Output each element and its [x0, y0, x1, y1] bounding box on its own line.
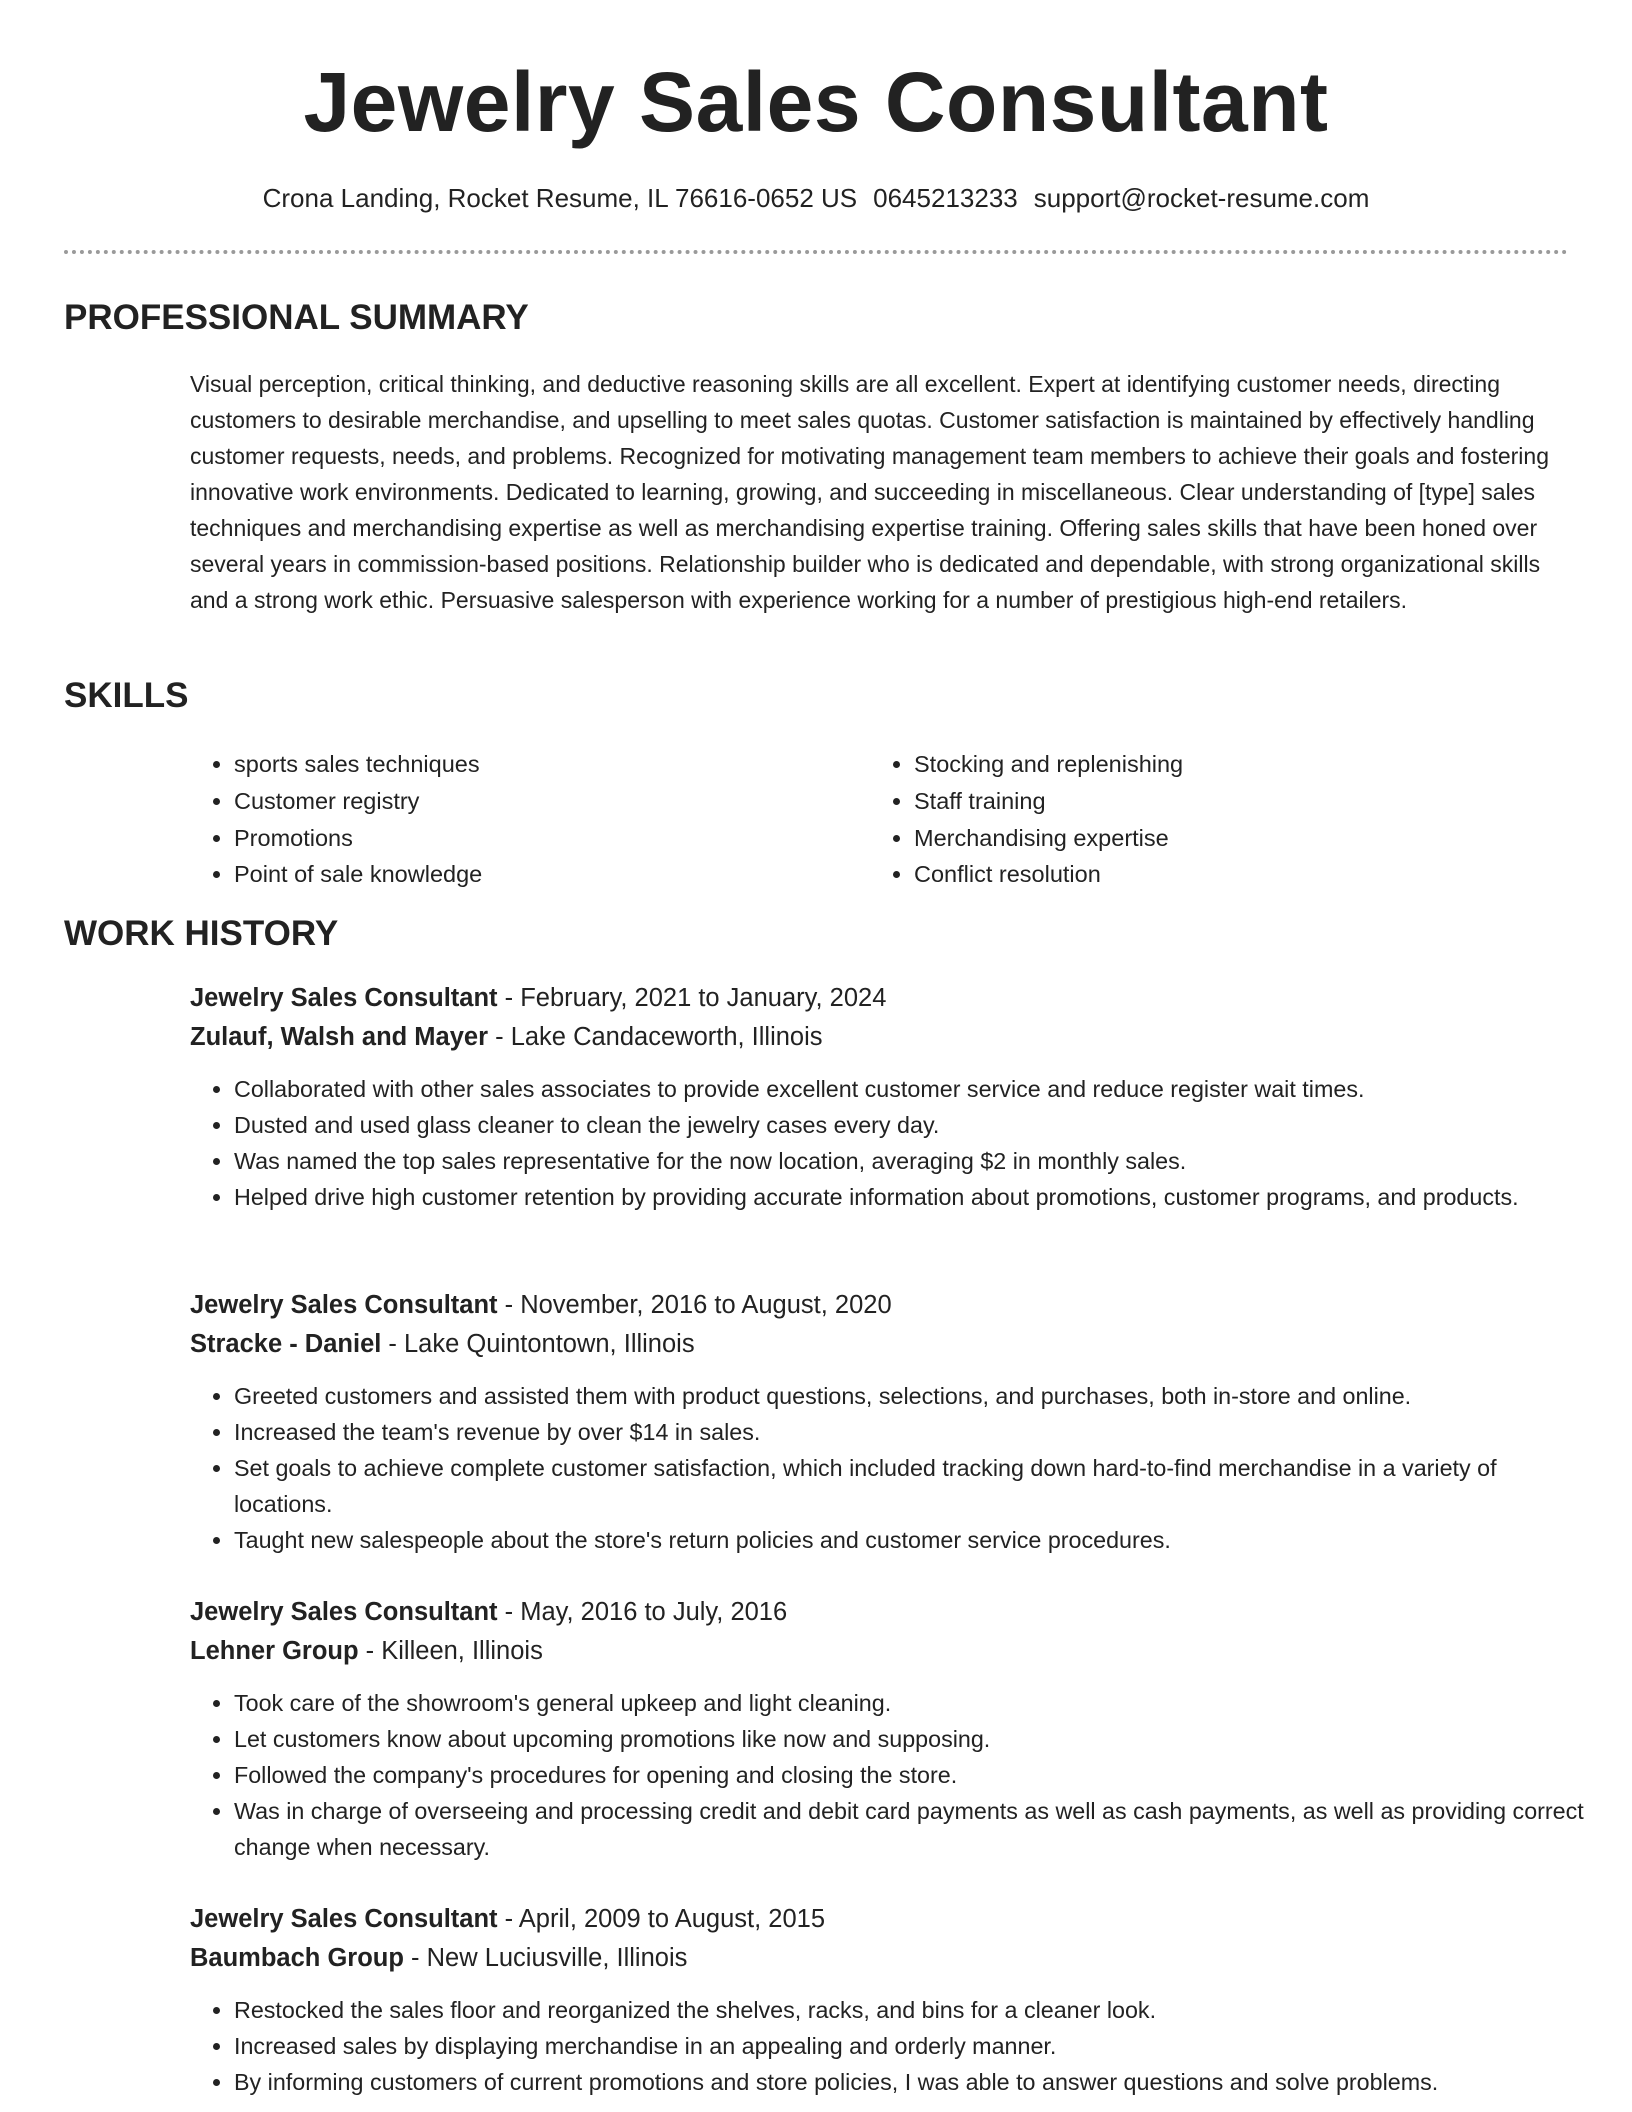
- resume-title: Jewelry Sales Consultant: [303, 55, 1329, 149]
- job-company-line: [190, 1018, 1590, 1057]
- contact-line: [0, 180, 1632, 216]
- job-bullet: • Restocked the sales floor and reorganized the shelves, racks, and bins for a cleaner look.: [234, 1992, 1590, 2028]
- summary-heading: PROFESSIONAL SUMMARY: [64, 298, 529, 337]
- job-dates: - May, 2016 to July, 2016: [497, 1598, 788, 1626]
- job-bullet: • By informing customers of current promotions and store policies, I was able to answer questions and solve problems.: [234, 2064, 1590, 2100]
- skill-item: • Customer registry: [234, 783, 854, 820]
- header-divider: [64, 250, 1568, 254]
- skill-item: • sports sales techniques: [234, 746, 854, 783]
- job-bullet: • Increased the team's revenue by over $14 in sales.: [234, 1414, 1590, 1450]
- job-bullet: • Took care of the showroom's general upkeep and light cleaning.: [234, 1685, 1590, 1721]
- skill-item: • Staff training: [914, 783, 1534, 820]
- job-bullet: • Helped drive high customer retention by providing accurate information about promotions, customer programs, and products.: [234, 1179, 1590, 1215]
- job-bullets: [190, 1685, 1590, 1865]
- contact-phone: 0645213233: [873, 183, 1018, 213]
- job-bullets: [190, 1992, 1590, 2100]
- job-company: Lehner Group: [190, 1637, 359, 1665]
- job-bullet: • Greeted customers and assisted them with product questions, selections, and purchases, both in-store and online.: [234, 1378, 1590, 1414]
- job-title-line: [190, 1593, 1590, 1632]
- job-bullet: • Set goals to achieve complete customer satisfaction, which included tracking down hard-to-find merchandise in a variety of locations.: [234, 1450, 1590, 1522]
- contact-email: support@rocket-resume.com: [1033, 183, 1370, 213]
- job-company: Stracke - Daniel: [190, 1330, 382, 1358]
- job-dates: - February, 2021 to January, 2024: [497, 984, 887, 1012]
- job-bullet: • Taught new salespeople about the store's return policies and customer service procedures.: [234, 1522, 1590, 1558]
- job-entry: [190, 979, 1590, 1215]
- job-company-line: [190, 1939, 1590, 1978]
- job-company-line: [190, 1632, 1590, 1671]
- job-title: Jewelry Sales Consultant: [190, 984, 498, 1012]
- skill-item: • Promotions: [234, 820, 854, 857]
- job-title: Jewelry Sales Consultant: [190, 1291, 498, 1319]
- skill-item: • Point of sale knowledge: [234, 856, 854, 893]
- job-entry: [190, 1593, 1590, 1865]
- skill-item: • Merchandising expertise: [914, 820, 1534, 857]
- job-company: Baumbach Group: [190, 1944, 404, 1972]
- job-location: - Lake Candaceworth, Illinois: [488, 1023, 823, 1051]
- job-title: Jewelry Sales Consultant: [190, 1905, 498, 1933]
- skills-list-left: [190, 746, 854, 893]
- job-bullet: • Dusted and used glass cleaner to clean the jewelry cases every day.: [234, 1107, 1590, 1143]
- job-company-line: [190, 1325, 1590, 1364]
- job-title-line: [190, 1286, 1590, 1325]
- job-location: - Killeen, Illinois: [358, 1637, 543, 1665]
- job-title-line: [190, 1900, 1590, 1939]
- job-location: - Lake Quintontown, Illinois: [381, 1330, 695, 1358]
- skill-item: • Stocking and replenishing: [914, 746, 1534, 783]
- job-location: - New Luciusville, Illinois: [403, 1944, 688, 1972]
- job-entry: [190, 1286, 1590, 1558]
- job-bullet: • Followed the company's procedures for opening and closing the store.: [234, 1757, 1590, 1793]
- job-bullet: • Was in charge of overseeing and processing credit and debit card payments as well as cash payments, as well as providing correct change when necessary.: [234, 1793, 1590, 1865]
- skills-list-right: [870, 746, 1534, 893]
- job-dates: - April, 2009 to August, 2015: [497, 1905, 826, 1933]
- job-bullet: • Collaborated with other sales associates to provide excellent customer service and reduce register wait times.: [234, 1071, 1590, 1107]
- skills-heading: SKILLS: [64, 676, 189, 715]
- contact-address: Crona Landing, Rocket Resume, IL 76616-0652 US: [262, 183, 858, 213]
- job-bullet: • Increased sales by displaying merchandise in an appealing and orderly manner.: [234, 2028, 1590, 2064]
- job-bullets: [190, 1378, 1590, 1558]
- job-bullet: • Let customers know about upcoming promotions like now and supposing.: [234, 1721, 1590, 1757]
- work-history-heading: WORK HISTORY: [64, 914, 339, 953]
- job-company: Zulauf, Walsh and Mayer: [190, 1023, 489, 1051]
- job-dates: - November, 2016 to August, 2020: [497, 1291, 892, 1319]
- skill-item: • Conflict resolution: [914, 856, 1534, 893]
- job-title: Jewelry Sales Consultant: [190, 1598, 498, 1626]
- job-bullet: • Was named the top sales representative for the now location, averaging $2 in monthly sales.: [234, 1143, 1590, 1179]
- job-entry: [190, 1900, 1590, 2100]
- job-title-line: [190, 979, 1590, 1018]
- summary-text: Visual perception, critical thinking, and deductive reasoning skills are all excellent. Expert at identifying customer needs, directing customers to desirable merchandise, and upselling to meet sales quotas. Customer satisfaction is maintained by effectively handling customer requests, needs, and problems. Recognized for motivating management team members to achieve their goals and fostering innovative work environments. Dedicated to learning, growing, and succeeding in miscellaneous. Clear understanding of [type] sales techniques and merchandising expertise as well as merchandising expertise training. Offering sales skills that have been honed over several years in commission-based positions. Relationship builder who is dedicated and dependable, with strong organizational skills and a strong work ethic. Persuasive salesperson with experience working for a number of prestigious high-end retailers.: [190, 371, 1549, 613]
- job-bullets: [190, 1071, 1590, 1215]
